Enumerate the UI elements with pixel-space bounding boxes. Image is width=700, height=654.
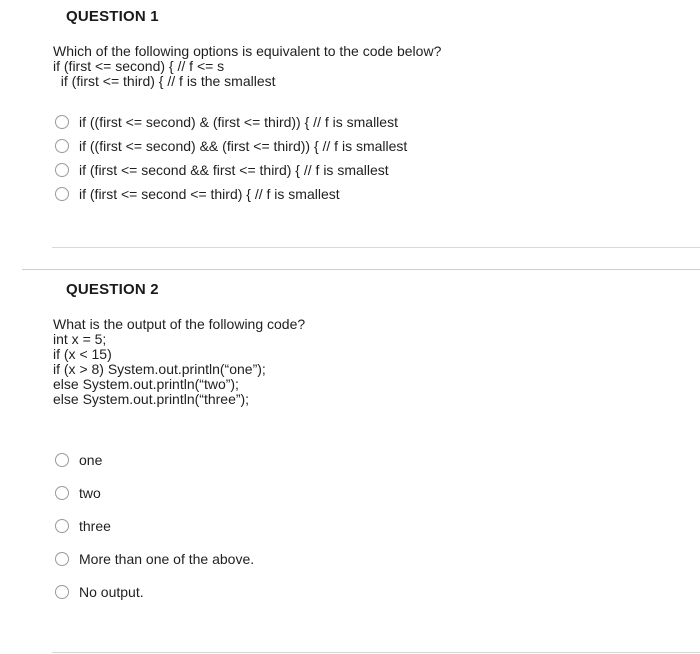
radio-button-icon[interactable] — [55, 163, 69, 177]
question-2-text: What is the output of the following code? int x = 5; if (x < 15) if (x > 8) System.out.println(“one”); else System.out.println(“two”); else System.out.println(“three”); — [53, 316, 306, 407]
radio-button-icon[interactable] — [55, 453, 69, 467]
option-label: three — [79, 518, 111, 534]
option-label: if (first <= second && first <= third) { // f is smallest — [79, 162, 389, 178]
option-label: More than one of the above. — [79, 551, 255, 567]
question-2-option-4[interactable] — [55, 551, 254, 567]
option-label: if ((first <= second) && (first <= third)) { // f is smallest — [79, 138, 408, 154]
radio-button-icon[interactable] — [55, 187, 69, 201]
radio-button-icon[interactable] — [55, 585, 69, 599]
option-label: if (first <= second <= third) { // f is smallest — [79, 186, 340, 202]
question-2-option-5[interactable] — [55, 584, 144, 600]
question-1-text: Which of the following options is equivalent to the code below? if (first <= second) { // f <= s if (first <= third) { // f is the smallest — [53, 43, 442, 89]
question-1-option-1[interactable] — [55, 114, 398, 130]
radio-button-icon[interactable] — [55, 552, 69, 566]
question-2-heading: QUESTION 2 — [66, 281, 159, 298]
question-2-option-1[interactable] — [55, 452, 102, 468]
question-2-divider — [52, 652, 700, 653]
question-1-heading: QUESTION 1 — [66, 8, 159, 25]
question-1-option-3[interactable] — [55, 162, 389, 178]
question-1 — [0, 0, 700, 248]
radio-button-icon[interactable] — [55, 115, 69, 129]
option-label: two — [79, 485, 101, 501]
radio-button-icon[interactable] — [55, 486, 69, 500]
option-label: No output. — [79, 584, 144, 600]
question-1-divider — [52, 247, 700, 248]
option-label: if ((first <= second) & (first <= third)) { // f is smallest — [79, 114, 398, 130]
question-1-option-2[interactable] — [55, 138, 407, 154]
question-2 — [0, 270, 700, 654]
question-2-option-3[interactable] — [55, 518, 111, 534]
option-label: one — [79, 452, 103, 468]
radio-button-icon[interactable] — [55, 519, 69, 533]
radio-button-icon[interactable] — [55, 139, 69, 153]
question-1-option-4[interactable] — [55, 186, 340, 202]
question-2-option-2[interactable] — [55, 485, 101, 501]
